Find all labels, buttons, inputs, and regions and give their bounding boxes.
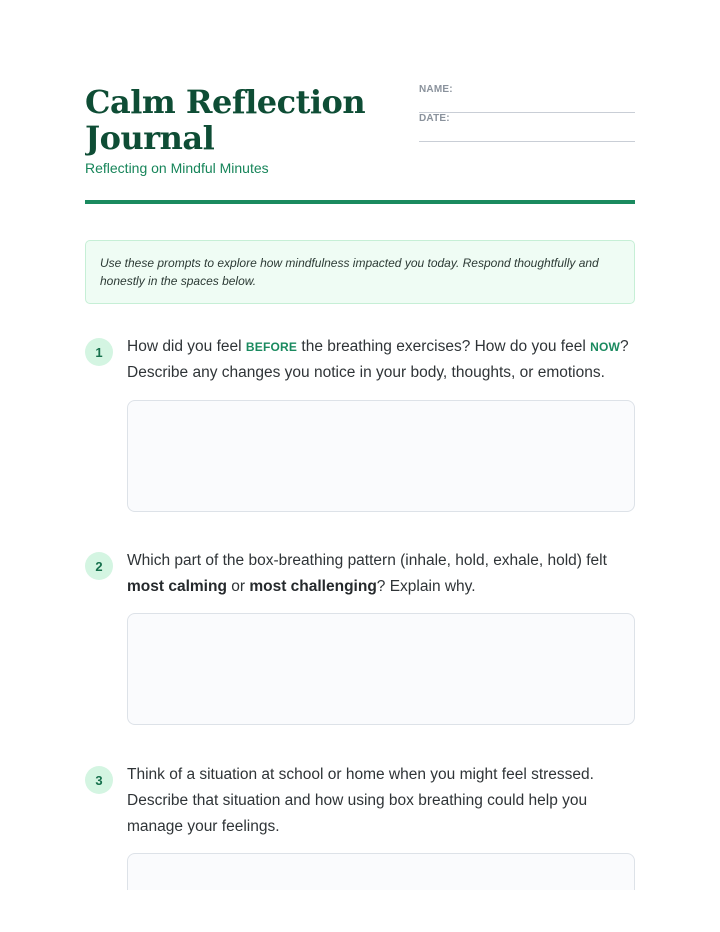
answer-box-2[interactable]	[127, 613, 635, 725]
name-field[interactable]	[419, 84, 635, 113]
emphasis-most-challenging: most challenging	[249, 578, 377, 595]
name-label: NAME:	[419, 84, 453, 95]
keyword-before: BEFORE	[245, 340, 298, 354]
question-text-part: How did you feel	[127, 338, 246, 355]
answer-box-3[interactable]	[127, 853, 635, 890]
header	[85, 84, 635, 184]
keyword-now: NOW	[590, 340, 621, 354]
date-label: DATE:	[419, 113, 450, 124]
question-text-part: Which part of the box-breathing pattern (inhale, hold, exhale, hold) felt	[127, 552, 607, 569]
question-text-part: or	[226, 578, 250, 595]
question-text: Think of a situation at school or home when you might feel stressed. Describe that situation and how using box breathing could help you manage your feelings.	[127, 766, 594, 835]
question-number-badge: 1	[85, 338, 113, 366]
question-text	[127, 548, 635, 600]
intro-callout: Use these prompts to explore how mindfulness impacted you today. Respond thoughtfully and honestly in the spaces below.	[85, 240, 635, 304]
question-number-badge: 2	[85, 552, 113, 580]
question-text-part: ? Describe any changes you notice in your body, thoughts, or emotions.	[127, 338, 629, 381]
journal-page	[85, 0, 635, 890]
emphasis-most-calming: most calming	[127, 578, 227, 595]
question-text-part: ? Explain why.	[376, 578, 476, 595]
header-divider	[85, 200, 635, 204]
page-title: Calm Reflection Journal	[85, 83, 366, 157]
date-field[interactable]	[419, 113, 635, 142]
student-fields	[419, 84, 635, 142]
page-subtitle: Reflecting on Mindful Minutes	[85, 160, 269, 176]
answer-box-1[interactable]	[127, 400, 635, 512]
question-text	[127, 334, 635, 386]
question-text-part: the breathing exercises? How do you feel	[297, 338, 591, 355]
question-number-badge: 3	[85, 766, 113, 794]
